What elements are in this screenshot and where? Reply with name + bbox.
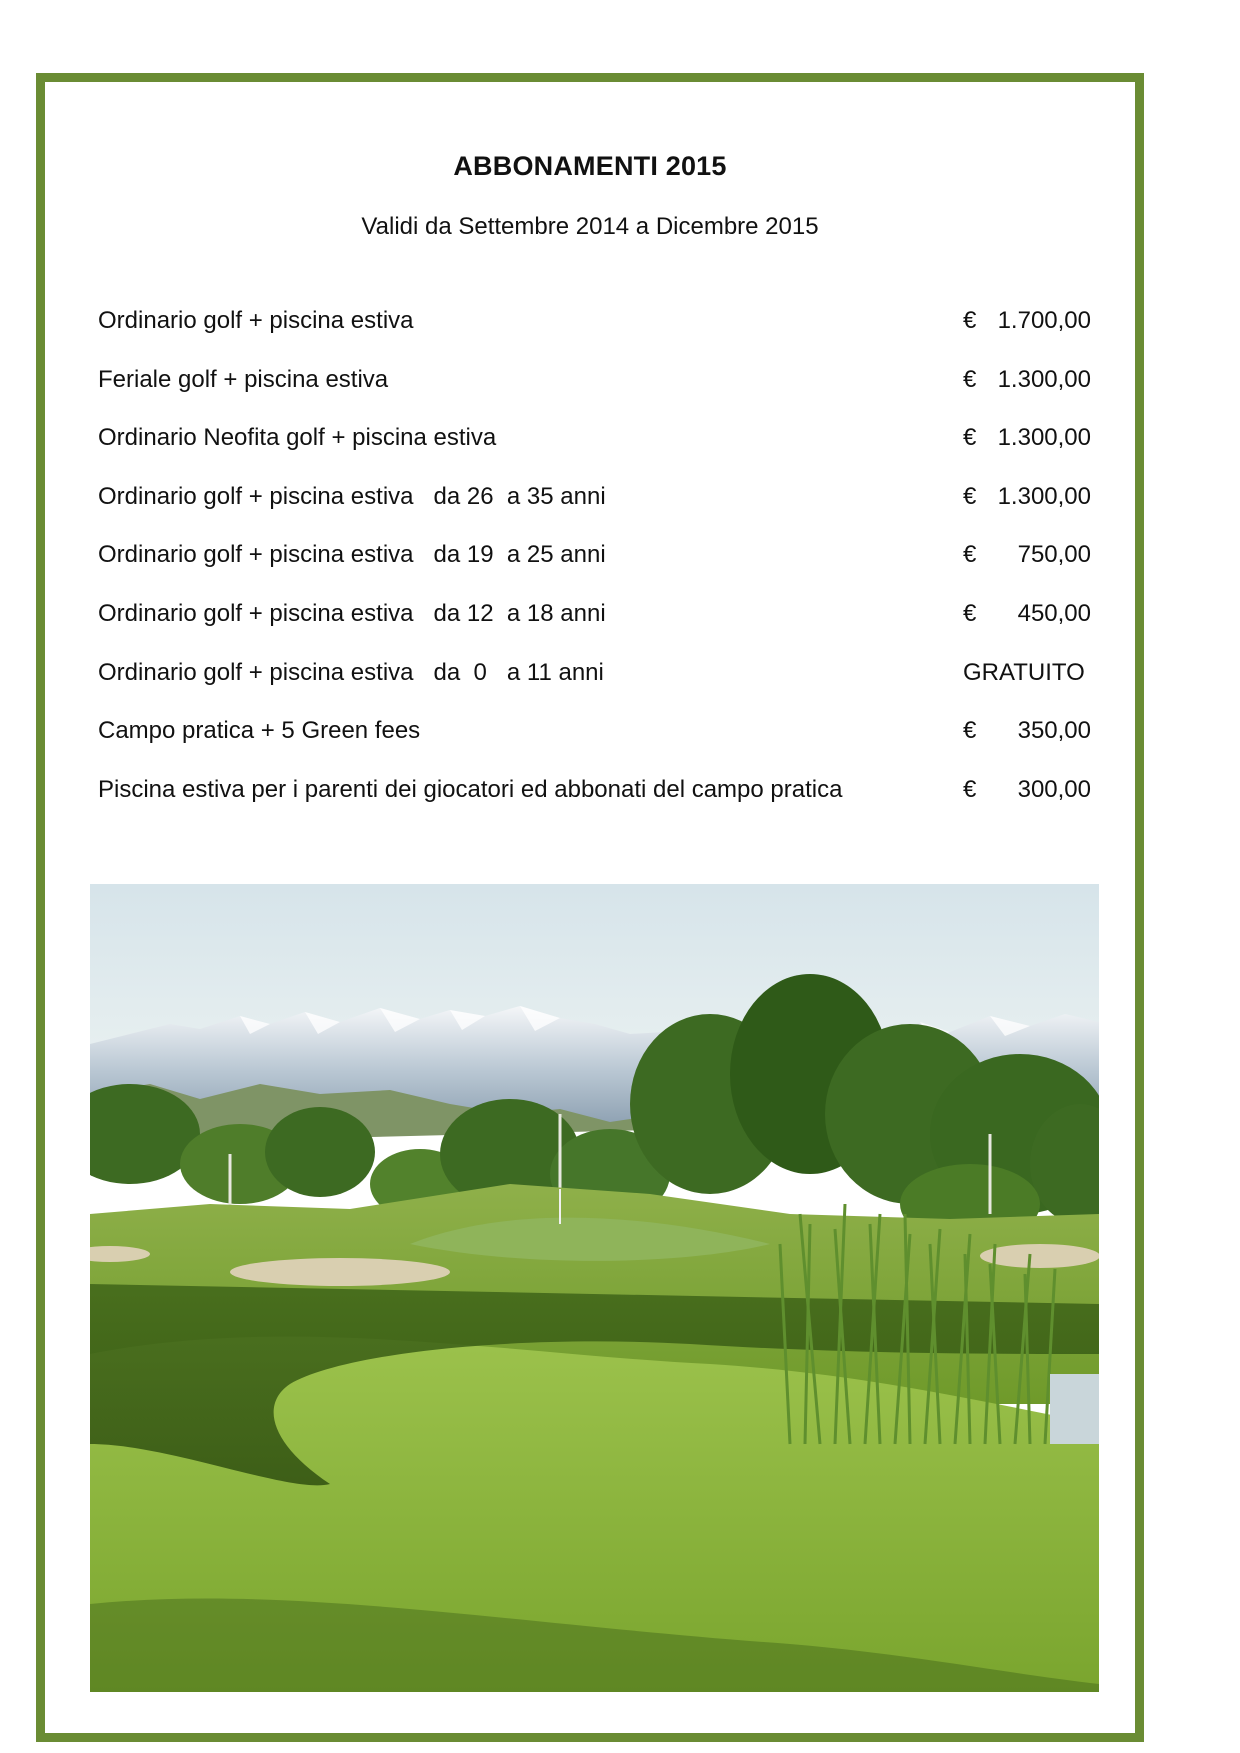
- price-row-price: [963, 366, 1091, 396]
- currency-symbol: €: [963, 599, 977, 627]
- price-row-label: Ordinario golf + piscina estiva da 0 a 11 anni: [98, 658, 604, 686]
- price-row-price: [963, 717, 1091, 747]
- currency-symbol: €: [963, 541, 977, 569]
- currency-symbol: €: [963, 307, 977, 334]
- price-amount: 1.700,00: [997, 307, 1091, 334]
- currency-symbol: €: [963, 365, 977, 393]
- price-row: [98, 541, 1098, 600]
- currency-symbol: €: [963, 775, 977, 803]
- price-row-price: [963, 600, 1091, 630]
- price-row: [98, 366, 1098, 425]
- price-row-label: Campo pratica + 5 Green fees: [98, 717, 421, 745]
- page-title: ABBONAMENTI 2015: [453, 151, 727, 181]
- golf-course-photo: [90, 884, 1099, 1692]
- price-amount: 1.300,00: [997, 482, 1091, 510]
- price-row-label: Ordinario golf + piscina estiva da 19 a 25 anni: [98, 541, 606, 569]
- price-amount: 1.300,00: [997, 365, 1091, 393]
- price-row: [98, 483, 1098, 542]
- price-row-price: [963, 659, 1091, 689]
- price-row: [98, 659, 1098, 718]
- price-row-price: [963, 424, 1091, 454]
- currency-symbol: €: [963, 717, 977, 745]
- price-list: [98, 307, 1098, 834]
- price-amount: 450,00: [1017, 599, 1091, 627]
- currency-symbol: €: [963, 482, 977, 510]
- price-row-label: Ordinario golf + piscina estiva da 26 a 35 anni: [98, 482, 606, 510]
- sand-bunker-left: [230, 1258, 450, 1286]
- price-row: [98, 424, 1098, 483]
- price-row: [98, 717, 1098, 776]
- price-row-price: [963, 307, 1091, 337]
- price-row-label: Ordinario golf + piscina estiva da 12 a 18 anni: [98, 599, 606, 627]
- price-amount: 1.300,00: [997, 424, 1091, 452]
- currency-symbol: €: [963, 424, 977, 452]
- page-frame: [36, 73, 1144, 1742]
- price-row-price: [963, 483, 1091, 513]
- pond: [1050, 1374, 1099, 1444]
- price-row-price: [963, 776, 1091, 806]
- price-row-label: Ordinario Neofita golf + piscina estiva: [98, 424, 497, 452]
- price-row-label: Piscina estiva per i parenti dei giocatori ed abbonati del campo pratica: [98, 775, 843, 803]
- price-row-label: Feriale golf + piscina estiva: [98, 365, 389, 393]
- price-amount: 300,00: [1017, 775, 1091, 803]
- price-row: [98, 307, 1098, 366]
- price-row: [98, 600, 1098, 659]
- price-row-label: Ordinario golf + piscina estiva: [98, 307, 414, 334]
- price-row-price: [963, 541, 1091, 571]
- sand-bunker-right: [980, 1244, 1099, 1268]
- price-row: [98, 776, 1098, 835]
- price-amount: 750,00: [1017, 541, 1091, 569]
- price-amount: 350,00: [1017, 717, 1091, 745]
- validity-subtitle: Validi da Settembre 2014 a Dicembre 2015: [361, 213, 819, 240]
- price-free-label: GRATUITO: [963, 658, 1085, 686]
